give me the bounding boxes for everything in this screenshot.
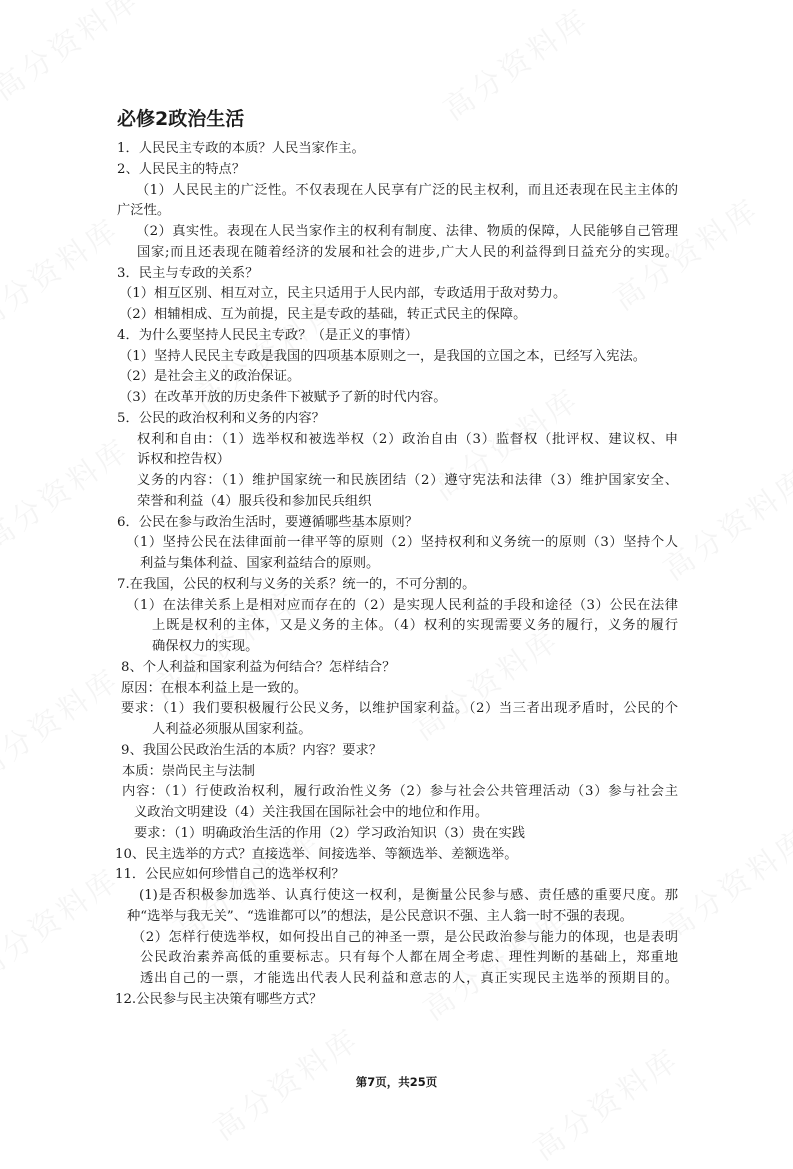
text-line: 公民政治素养高低的重要标志。只有每个人都在周全考虑、理性判断的基础上，郑重地 xyxy=(140,950,678,966)
watermark-text xyxy=(0,425,137,559)
text-line: 3．民主与专政的关系？ xyxy=(117,265,259,281)
text-line: 7.在我国，公民的权利与义务的关系？统一的，不可分割的。 xyxy=(117,576,476,592)
text-line: （1）相互区别、相互对立，民主只适用于人民内部，专政适用于敌对势力。 xyxy=(119,286,567,302)
text-line: （2）怎样行使选举权，如何投出自己的神圣一票，是公民政治参与能力的体现，也是表明 xyxy=(132,929,678,945)
text-line: 4．为什么要坚持人民民主专政？（是正义的事情） xyxy=(117,327,418,343)
text-line: 要求：（1）明确政治生活的作用（2）学习政治知识（3）贵在实践 xyxy=(134,825,526,841)
text-line: (1)是否积极参加选举、认真行使这一权利，是衡量公民参与感、责任感的重要尺度。那 xyxy=(139,888,678,903)
text-line: 本质：崇尚民主与法制 xyxy=(122,763,255,779)
text-line: 6．公民在参与政治生活时，要遵循哪些基本原则？ xyxy=(117,514,418,530)
text-line: 诉权和控告权） xyxy=(137,452,231,468)
text-line: 要求：（1）我们要积极履行公民义务，以维护国家利益。（2）当三者出现矛盾时，公民的个 xyxy=(121,701,678,717)
text-line: 1．人民民主专政的本质？人民当家作主。 xyxy=(117,141,365,156)
text-line: （1）坚持人民民主专政是我国的四项基本原则之一，是我国的立国之本，已经写入宪法。 xyxy=(119,348,647,364)
watermark-text xyxy=(523,1035,687,1169)
text-line: 义政治文明建设（4）关注我国在国际社会中的地位和作用。 xyxy=(134,805,489,820)
text-line: 广泛性。 xyxy=(117,203,171,219)
watermark-text xyxy=(0,655,127,789)
text-line: （1）在法律关系上是相对应而存在的（2）是实现人民利益的手段和途径（3）公民在法律 xyxy=(126,597,678,613)
text-line: （1）坚持公民在法律面前一律平等的原则（2）坚持权利和义务统一的原则（3）坚持个人 xyxy=(126,535,678,551)
text-line: （2）真实性。表现在人民当家作主的权利有制度、法律、物质的保障，人民能够自己管理 xyxy=(136,224,678,239)
watermark-text xyxy=(0,205,127,339)
text-line: 原因：在根本利益上是一致的。 xyxy=(121,680,308,696)
text-line: 种“选举与我无关”、“选谁都可以”的想法，是公民意识不强、主人翁一时不强的表现。 xyxy=(127,908,633,924)
page-title: 必修2政治生活 xyxy=(117,108,245,130)
text-line: 权利和自由：（1）选举权和被选举权（2）政治自由（3）监督权（批评权、建议权、申 xyxy=(137,431,678,447)
text-line: 8、个人利益和国家利益为何结合？怎样结合？ xyxy=(121,659,396,675)
text-line: 荣誉和利益（4）服兵役和参加民兵组织 xyxy=(137,493,372,509)
text-line: 人利益必须服从国家利益。 xyxy=(152,722,312,737)
text-line: 利益与集体利益、国家利益结合的原则。 xyxy=(140,556,380,571)
text-line: （1）人民民主的广泛性。不仅表现在人民享有广泛的民主权利，而且还表现在民主主体的 xyxy=(136,182,678,198)
watermark-text xyxy=(0,0,147,109)
text-line: 透出自己的一票，才能选出代表人民利益和意志的人，真正实现民主选举的预期目的。 xyxy=(140,971,678,986)
text-line: 国家;而且还表现在随着经济的发展和社会的进步,广大人民的利益得到日益充分的实现。 xyxy=(137,244,678,260)
text-line: （2）是社会主义的政治保证。 xyxy=(119,369,301,385)
text-line: 9、我国公民政治生活的本质？内容？要求？ xyxy=(121,742,383,758)
text-line: 义务的内容：（1）维护国家统一和民族团结（2）遵守宪法和法律（3）维护国家安全、 xyxy=(137,473,678,488)
watermark-text xyxy=(433,0,597,129)
text-line: 上既是权利的主体，又是义务的主体。（4）权利的实现需要义务的履行，义务的履行 xyxy=(152,618,678,634)
watermark-text xyxy=(0,855,127,989)
watermark-text xyxy=(403,615,567,749)
text-line: 10、民主选举的方式？直接选举、间接选举、等额选举、差额选举。 xyxy=(115,846,518,862)
text-line: 2、人民民主的特点？ xyxy=(117,161,246,177)
text-line: 5．公民的政治权利和义务的内容？ xyxy=(117,410,325,426)
text-line: 内容：（1）行使政治权利，履行政治性义务（2）参与社会公共管理活动（3）参与社会主 xyxy=(122,784,678,800)
text-line: （2）相辅相成、互为前提，民主是专政的基础，转正式民主的保障。 xyxy=(119,307,527,322)
text-line: 12.公民参与民主决策有哪些方式？ xyxy=(115,991,323,1007)
page-footer: 第7页，共25页 xyxy=(355,1075,438,1089)
text-line: 11．公民应如何珍惜自己的选举权利？ xyxy=(115,867,345,883)
text-line: （3）在改革开放的历史条件下被赋予了新的时代内容。 xyxy=(119,390,447,405)
text-line: 确保权力的实现。 xyxy=(152,639,259,654)
